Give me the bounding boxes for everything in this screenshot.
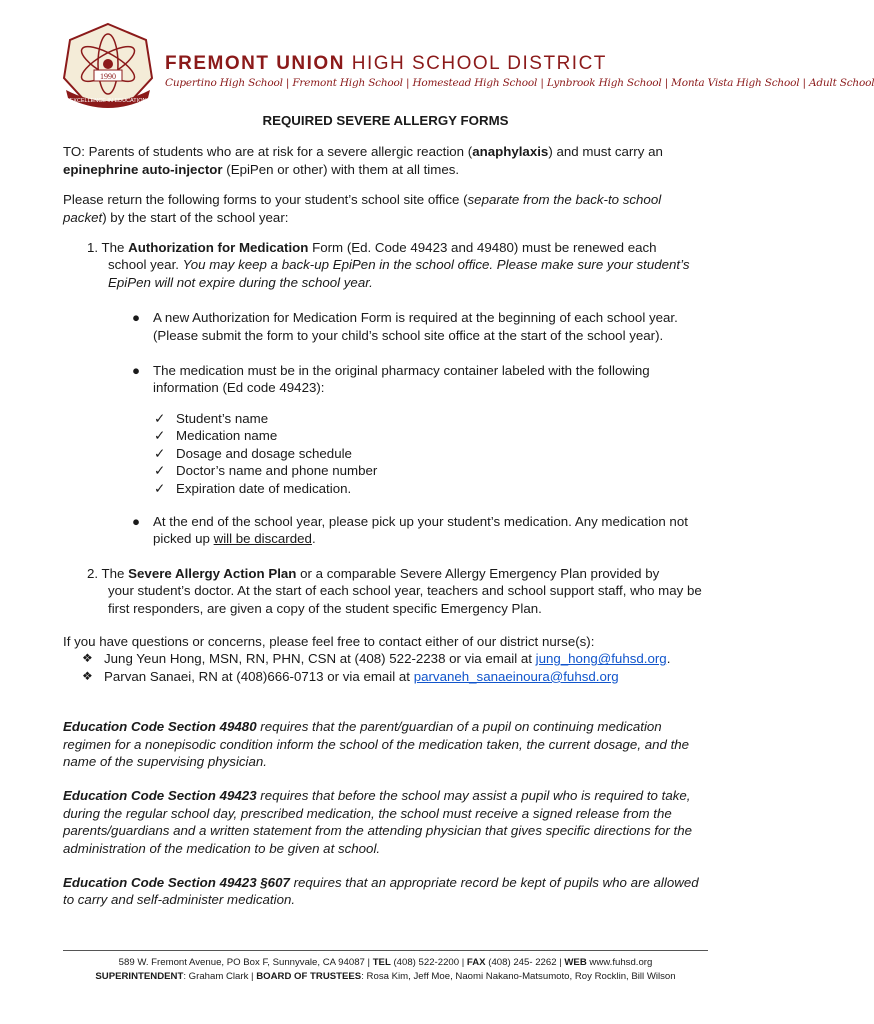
bullet-icon: ●	[132, 310, 141, 326]
checkmark-icon: ✓	[154, 445, 166, 461]
footer-leadership-line: SUPERINTENDENT: Graham Clark | BOARD OF TRUSTEES: Rosa Kim, Jeff Moe, Naomi Nakano-Matsumoto, Roy Rocklin, Bill Wilson	[95, 971, 676, 982]
logo-motto: EXCELLENCE IN EDUCATION	[69, 98, 147, 104]
school-list: Cupertino High School | Fremont High School | Homestead High School | Lynbrook High School | Monta Vista High School | Adult School	[165, 77, 874, 89]
checklist-item: ✓ Expiration date of medication.	[154, 480, 352, 496]
checkmark-icon: ✓	[154, 480, 166, 496]
education-code-49480: Education Code Section 49480 requires that the parent/guardian of a pupil on continuing medication regimen for a nonepisodic condition inform the school of the medication taken, the current dosage, and the name of the supervising physician.	[63, 719, 690, 769]
bullet-item: ● A new Authorization for Medication Form is required at the beginning of each school year. (Please submit the form to your child’s school site office at the start of the school year).	[132, 310, 678, 343]
checklist-item: ✓ Student’s name	[154, 410, 269, 426]
page-title: REQUIRED SEVERE ALLERGY FORMS	[262, 113, 509, 128]
education-code-49423: Education Code Section 49423 requires that before the school may assist a pupil who is required to take, during the regular school day, prescribed medication, the school must receive a signed release from the parents/guardians and a written statement from the attending physician that gives specific directions for the administration of the medication to be given at school.	[63, 788, 692, 856]
education-code-49423-607: Education Code Section 49423 §607 requires that an appropriate record be kept of pupils who are allowed to carry and self-administer medication.	[63, 875, 699, 908]
logo-year: 1990	[100, 72, 116, 81]
checklist-item: ✓ Medication name	[154, 428, 278, 444]
district-name: FREMONT UNION HIGH SCHOOL DISTRICT	[165, 53, 607, 74]
questions-paragraph: If you have questions or concerns, please feel free to contact either of our district nurse(s):	[63, 633, 595, 649]
contact-item: ❖ Jung Yeun Hong, MSN, RN, PHN, CSN at (408) 522-2238 or via email at jung_hong@fuhsd.org.	[82, 651, 671, 667]
return-paragraph: Please return the following forms to your student’s school site office (separate from the back-to school packet) by the start of the school year:	[63, 192, 662, 225]
letter-body	[63, 112, 708, 909]
bullet-icon: ●	[132, 513, 141, 529]
page-footer	[63, 950, 708, 984]
district-seal-logo	[60, 20, 156, 110]
checkmark-icon: ✓	[154, 463, 166, 479]
footer-divider	[63, 950, 708, 951]
checkmark-icon: ✓	[154, 410, 166, 426]
numbered-item-2: 2. The Severe Allergy Action Plan or a comparable Severe Allergy Emergency Plan provided by your student’s doctor. At the start of each school year, teachers and school support staff, who may be first responders, are given a copy of the student specific Emergency Plan.	[87, 565, 702, 616]
footer-contact-line: 589 W. Fremont Avenue, PO Box F, Sunnyvale, CA 94087 | TEL (408) 522-2200 | FAX (408) 245- 2262 | WEB www.fuhsd.org	[118, 957, 653, 968]
checklist-item: ✓ Doctor’s name and phone number	[154, 463, 378, 479]
checkmark-icon: ✓	[154, 428, 166, 444]
email-link[interactable]: parvaneh_sanaeinoura@fuhsd.org	[413, 668, 619, 684]
numbered-item-1: 1. The Authorization for Medication Form (Ed. Code 49423 and 49480) must be renewed each school year. You may keep a back-up EpiPen in the school office. Please make sure your student’s EpiPen will not expire during the school year.	[87, 240, 690, 290]
bullet-item: ● The medication must be in the original pharmacy container labeled with the following information (Ed code 49423):	[132, 363, 650, 396]
email-link[interactable]: jung_hong@fuhsd.org	[535, 651, 667, 667]
nurse-contacts	[63, 650, 708, 685]
diamond-bullet-icon: ❖	[82, 651, 93, 666]
contact-item: ❖ Parvan Sanaei, RN at (408)666-0713 or via email at parvaneh_sanaeinoura@fuhsd.org	[82, 668, 619, 684]
checklist	[63, 410, 708, 497]
to-paragraph: TO: Parents of students who are at risk for a severe allergic reaction (anaphylaxis) and must carry an epinephrine auto-injector (EpiPen or other) with them at all times.	[63, 144, 663, 177]
letterhead	[60, 20, 874, 110]
bullet-icon: ●	[132, 363, 141, 379]
checklist-item: ✓ Dosage and dosage schedule	[154, 445, 352, 461]
diamond-bullet-icon: ❖	[82, 668, 93, 683]
bullet-item: ● At the end of the school year, please pick up your student’s medication. Any medication not picked up will be discarded.	[132, 513, 688, 547]
